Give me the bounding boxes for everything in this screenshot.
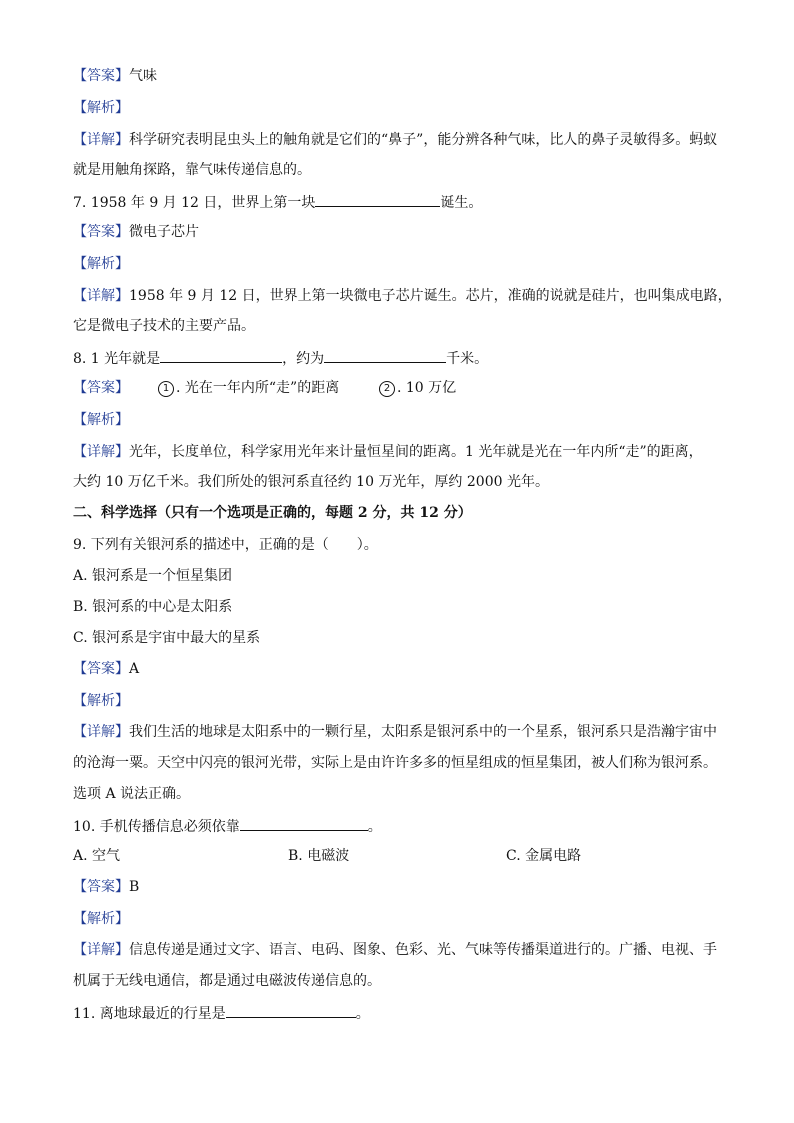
q7-stem-after: 诞生。	[440, 195, 483, 211]
q7-analysis-line	[73, 254, 724, 274]
detail-label: 【详解】	[73, 288, 129, 304]
detail-label: 【详解】	[73, 132, 129, 148]
q10-options	[73, 846, 723, 866]
q7-stem-before: 7. 1958 年 9 月 12 日，世界上第一块	[73, 195, 316, 211]
q8-answer-2-text: . 10 万亿	[397, 380, 457, 396]
answer-label: 【答案】	[73, 879, 129, 895]
q8-answer-1	[158, 378, 339, 398]
q9-detail-3: 选项 A 说法正确。	[73, 786, 191, 802]
q8-answer-line	[73, 378, 724, 398]
q8-detail-line-2	[73, 472, 724, 492]
detail-label: 【详解】	[73, 942, 129, 958]
q9-option-c: C. 银河系是宇宙中最大的星系	[73, 630, 261, 646]
q10-detail-1: 信息传递是通过文字、语言、电码、图象、色彩、光、气味等传播渠道进行的。广播、电视、手	[129, 942, 717, 958]
q10-detail-line-1	[73, 940, 724, 960]
q9-detail-2: 的沧海一粟。天空中闪亮的银河光带，实际上是由许许多多的恒星组成的恒星集团，被人们称为银河系。	[73, 755, 717, 771]
q8-answer-2	[379, 378, 456, 398]
q11-stem-before: 11. 离地球最近的行星是	[73, 1006, 226, 1022]
analysis-label: 【解析】	[73, 412, 129, 428]
q8-stem-before: 8. 1 光年就是	[73, 351, 161, 367]
q10-option-b: B. 电磁波	[288, 848, 350, 864]
q10-stem	[73, 815, 724, 837]
detail-label: 【详解】	[73, 444, 129, 460]
q7-detail-line-1	[73, 286, 732, 306]
q10-option-c: C. 金属电路	[506, 848, 582, 864]
q10-answer-line	[73, 877, 724, 897]
circled-number-2: 2	[379, 381, 395, 397]
q11-blank	[226, 1002, 356, 1018]
q8-blank-1	[160, 347, 282, 363]
q10-blank	[240, 815, 368, 831]
q11-stem	[73, 1002, 724, 1024]
q9-option-a: A. 银河系是一个恒星集团	[73, 568, 233, 584]
q7-detail-1: 1958 年 9 月 12 日，世界上第一块微电子芯片诞生。芯片，准确的说就是硅片，也叫集成电路，	[129, 288, 732, 304]
q9-detail-line-3	[73, 784, 724, 804]
analysis-label: 【解析】	[73, 100, 129, 116]
answer-label: 【答案】	[73, 68, 129, 84]
q9-analysis-line	[73, 691, 724, 711]
q6-analysis-line	[73, 98, 724, 118]
section-2-heading: 二、科学选择（只有一个选项是正确的，每题 2 分，共 12 分）	[73, 505, 472, 521]
q11-stem-after: 。	[355, 1006, 370, 1022]
q7-stem	[73, 191, 724, 213]
q10-analysis-line	[73, 909, 724, 929]
q10-option-a: A. 空气	[73, 848, 121, 864]
answer-label: 【答案】	[73, 661, 129, 677]
q10-stem-before: 10. 手机传播信息必须依靠	[73, 819, 240, 835]
q7-answer: 微电子芯片	[129, 224, 199, 240]
analysis-label: 【解析】	[73, 256, 129, 272]
q8-stem-middle: ，约为	[282, 351, 325, 367]
q9-detail-line-2	[73, 753, 724, 773]
q6-detail-1: 科学研究表明昆虫头上的触角就是它们的“鼻子”，能分辨各种气味，比人的鼻子灵敏得多。蚂蚁	[129, 132, 718, 148]
q10-answer: B	[129, 879, 140, 895]
q9-option-b: B. 银河系的中心是太阳系	[73, 599, 233, 615]
q10-detail-line-2	[73, 971, 724, 991]
q8-analysis-line	[73, 410, 724, 430]
q7-blank	[315, 191, 440, 207]
q7-detail-line-2	[73, 316, 724, 336]
circled-number-1: 1	[158, 381, 174, 397]
q6-answer-line	[73, 66, 724, 86]
q8-answer-1-text: . 光在一年内所“走”的距离	[176, 380, 340, 396]
detail-label: 【详解】	[73, 724, 129, 740]
q6-detail-2: 就是用触角探路，靠气味传递信息的。	[73, 162, 311, 178]
q8-stem	[73, 347, 724, 369]
q9-answer: A	[129, 661, 140, 677]
q9-answer-line	[73, 659, 724, 679]
q6-answer: 气味	[129, 68, 157, 84]
q8-detail-2: 大约 10 万亿千米。我们所处的银河系直径约 10 万光年，厚约 2000 光年。	[73, 474, 549, 490]
q8-detail-1: 光年，长度单位，科学家用光年来计量恒星间的距离。1 光年就是光在一年内所“走”的距离，	[129, 444, 703, 460]
q9-detail-line-1	[73, 722, 724, 742]
answer-label: 【答案】	[73, 224, 129, 240]
q6-detail-line-1	[73, 130, 724, 150]
q6-detail-line-2	[73, 160, 724, 180]
q9-detail-1: 我们生活的地球是太阳系中的一颗行星，太阳系是银河系中的一个星系，银河系只是浩瀚宇宙中	[129, 724, 717, 740]
q8-detail-line-1	[73, 442, 724, 462]
q8-stem-after: 千米。	[446, 351, 489, 367]
q8-blank-2	[324, 347, 446, 363]
q9-stem: 9. 下列有关银河系的描述中，正确的是（ ）。	[73, 537, 378, 553]
answer-label: 【答案】	[73, 380, 129, 396]
q10-detail-2: 机属于无线电通信，都是通过电磁波传递信息的。	[73, 973, 381, 989]
analysis-label: 【解析】	[73, 693, 129, 709]
analysis-label: 【解析】	[73, 911, 129, 927]
q7-answer-line	[73, 222, 724, 242]
q7-detail-2: 它是微电子技术的主要产品。	[73, 318, 255, 334]
q10-stem-after: 。	[367, 819, 382, 835]
